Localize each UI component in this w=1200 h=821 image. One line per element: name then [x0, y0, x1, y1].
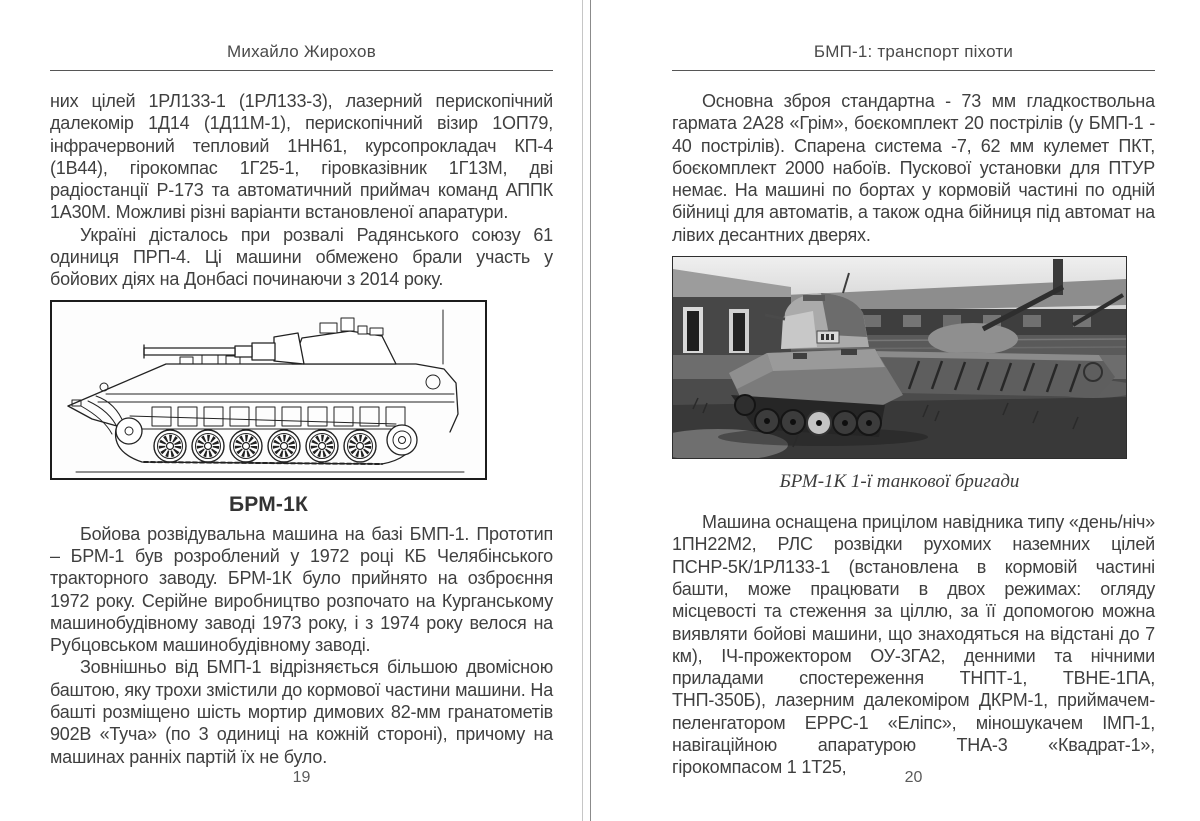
page-20: [672, 0, 1155, 821]
page-19: [50, 0, 553, 821]
paragraph: Основна зброя стандартна - 73 мм гладкоствольна гармата 2А28 «Грім», боєкомплект 20 пострілів (у БМП-1 - 40 пострілів). Спарена система -7, 62 мм кулемет ПКТ, боєкомплект 2000 набоїв. Пускової установки для ПТУР немає. На машині по бортах у кормовій частині по одній бійниці для автоматів, а також одна бійниця під автомат на лівих десантних дверях.: [672, 91, 1155, 245]
running-header-author: Михайло Жирохов: [227, 42, 376, 61]
page-number-left: 19: [292, 769, 311, 786]
paragraph: них цілей 1РЛ133-1 (1РЛ133-3), лазерний перископічний далекомір 1Д14 (1Д11М-1), перископічний візир 1ОП79, інфрачервоний тепловий 1НН61, курсопрокладач КП-4 (1В44), гірокомпас 1Г25-1, гіровказівник 1Г13М, дві радіостанції Р-173 та автоматичний приймач команд АППК 1А30М. Можливі різні варіанти встановленої апаратури.: [50, 91, 553, 223]
photo-frame: [672, 256, 1127, 459]
page-gutter-line-left: [582, 0, 583, 821]
left-text-top: [50, 90, 553, 291]
left-text-bottom: [50, 523, 553, 768]
running-header-rule: [672, 70, 1155, 71]
section-heading-brm1k: БРМ-1К: [228, 492, 308, 516]
right-text-top: [672, 90, 1155, 246]
paragraph: Україні дісталось при розвалі Радянського союзу 61 одиниця ПРП-4. Ці машини обмежено брали участь у бойових діях на Донбасі починаючи з 2014 року.: [50, 224, 553, 290]
brm1k-line-drawing-image: [52, 302, 485, 478]
line-drawing-frame: [50, 300, 487, 480]
paragraph: Зовнішньо від БМП-1 відрізняється більшою двомісною баштою, яку трохи змістили до кормової частини машини. На башті розміщено шість мортир димових 82-мм гранатометів 902В «Туча» (по 3 одиниці на кожній стороні), причому на машинах ранніх партій їх не було.: [50, 657, 553, 767]
figure-brm1k-line-drawing: [50, 300, 487, 480]
running-header-book-title: БМП-1: транспорт піхоти: [813, 42, 1014, 61]
brm1k-photo-image: [673, 257, 1126, 458]
paragraph: Машина оснащена прицілом навідника типу «день/ніч» 1ПН22М2, РЛС розвідки рухомих наземних цілей ПСНР-5К/1РЛ133-1 (встановлена в кормовій частині башти, може працювати в двох режимах: огляду місцевості та стеження за ціллю, за її допомогою можна виявляти бойові машини, що знаходяться на відстані до 7 км), ІЧ-прожектором ОУ-3ГА2, денними та нічними приладами спостереження ТНПТ-1, ТВНЕ-1ПА, ТНП-350Б), лазерним далекоміром ДКРМ-1, приймачем-пеленгатором ЕРРС-1 «Еліпс», міношукачем ІМП-1, навігаційною апаратурою ТНА-3 «Квадрат-1», гірокомпасом 1 1Т25,: [672, 512, 1155, 778]
right-text-bottom: [672, 511, 1155, 779]
figure-brm1k-photo: [672, 256, 1127, 459]
page-number-right: 20: [904, 769, 923, 786]
photo-caption: БРМ-1К 1-ї танкової бригади: [779, 471, 1020, 493]
page-gutter-line-right: [590, 0, 591, 821]
paragraph: Бойова розвідувальна машина на базі БМП-1. Прототип – БРМ-1 був розроблений у 1972 році КБ Челябінського тракторного заводу. БРМ-1К було прийнято на озброєння 1972 року. Серійне виробництво розпочато на Курганському машинобудівному заводі 1973 року, і з 1974 року велося на Рубцовськом машинобудівному заводі.: [50, 523, 553, 656]
running-header-rule: [50, 70, 553, 71]
